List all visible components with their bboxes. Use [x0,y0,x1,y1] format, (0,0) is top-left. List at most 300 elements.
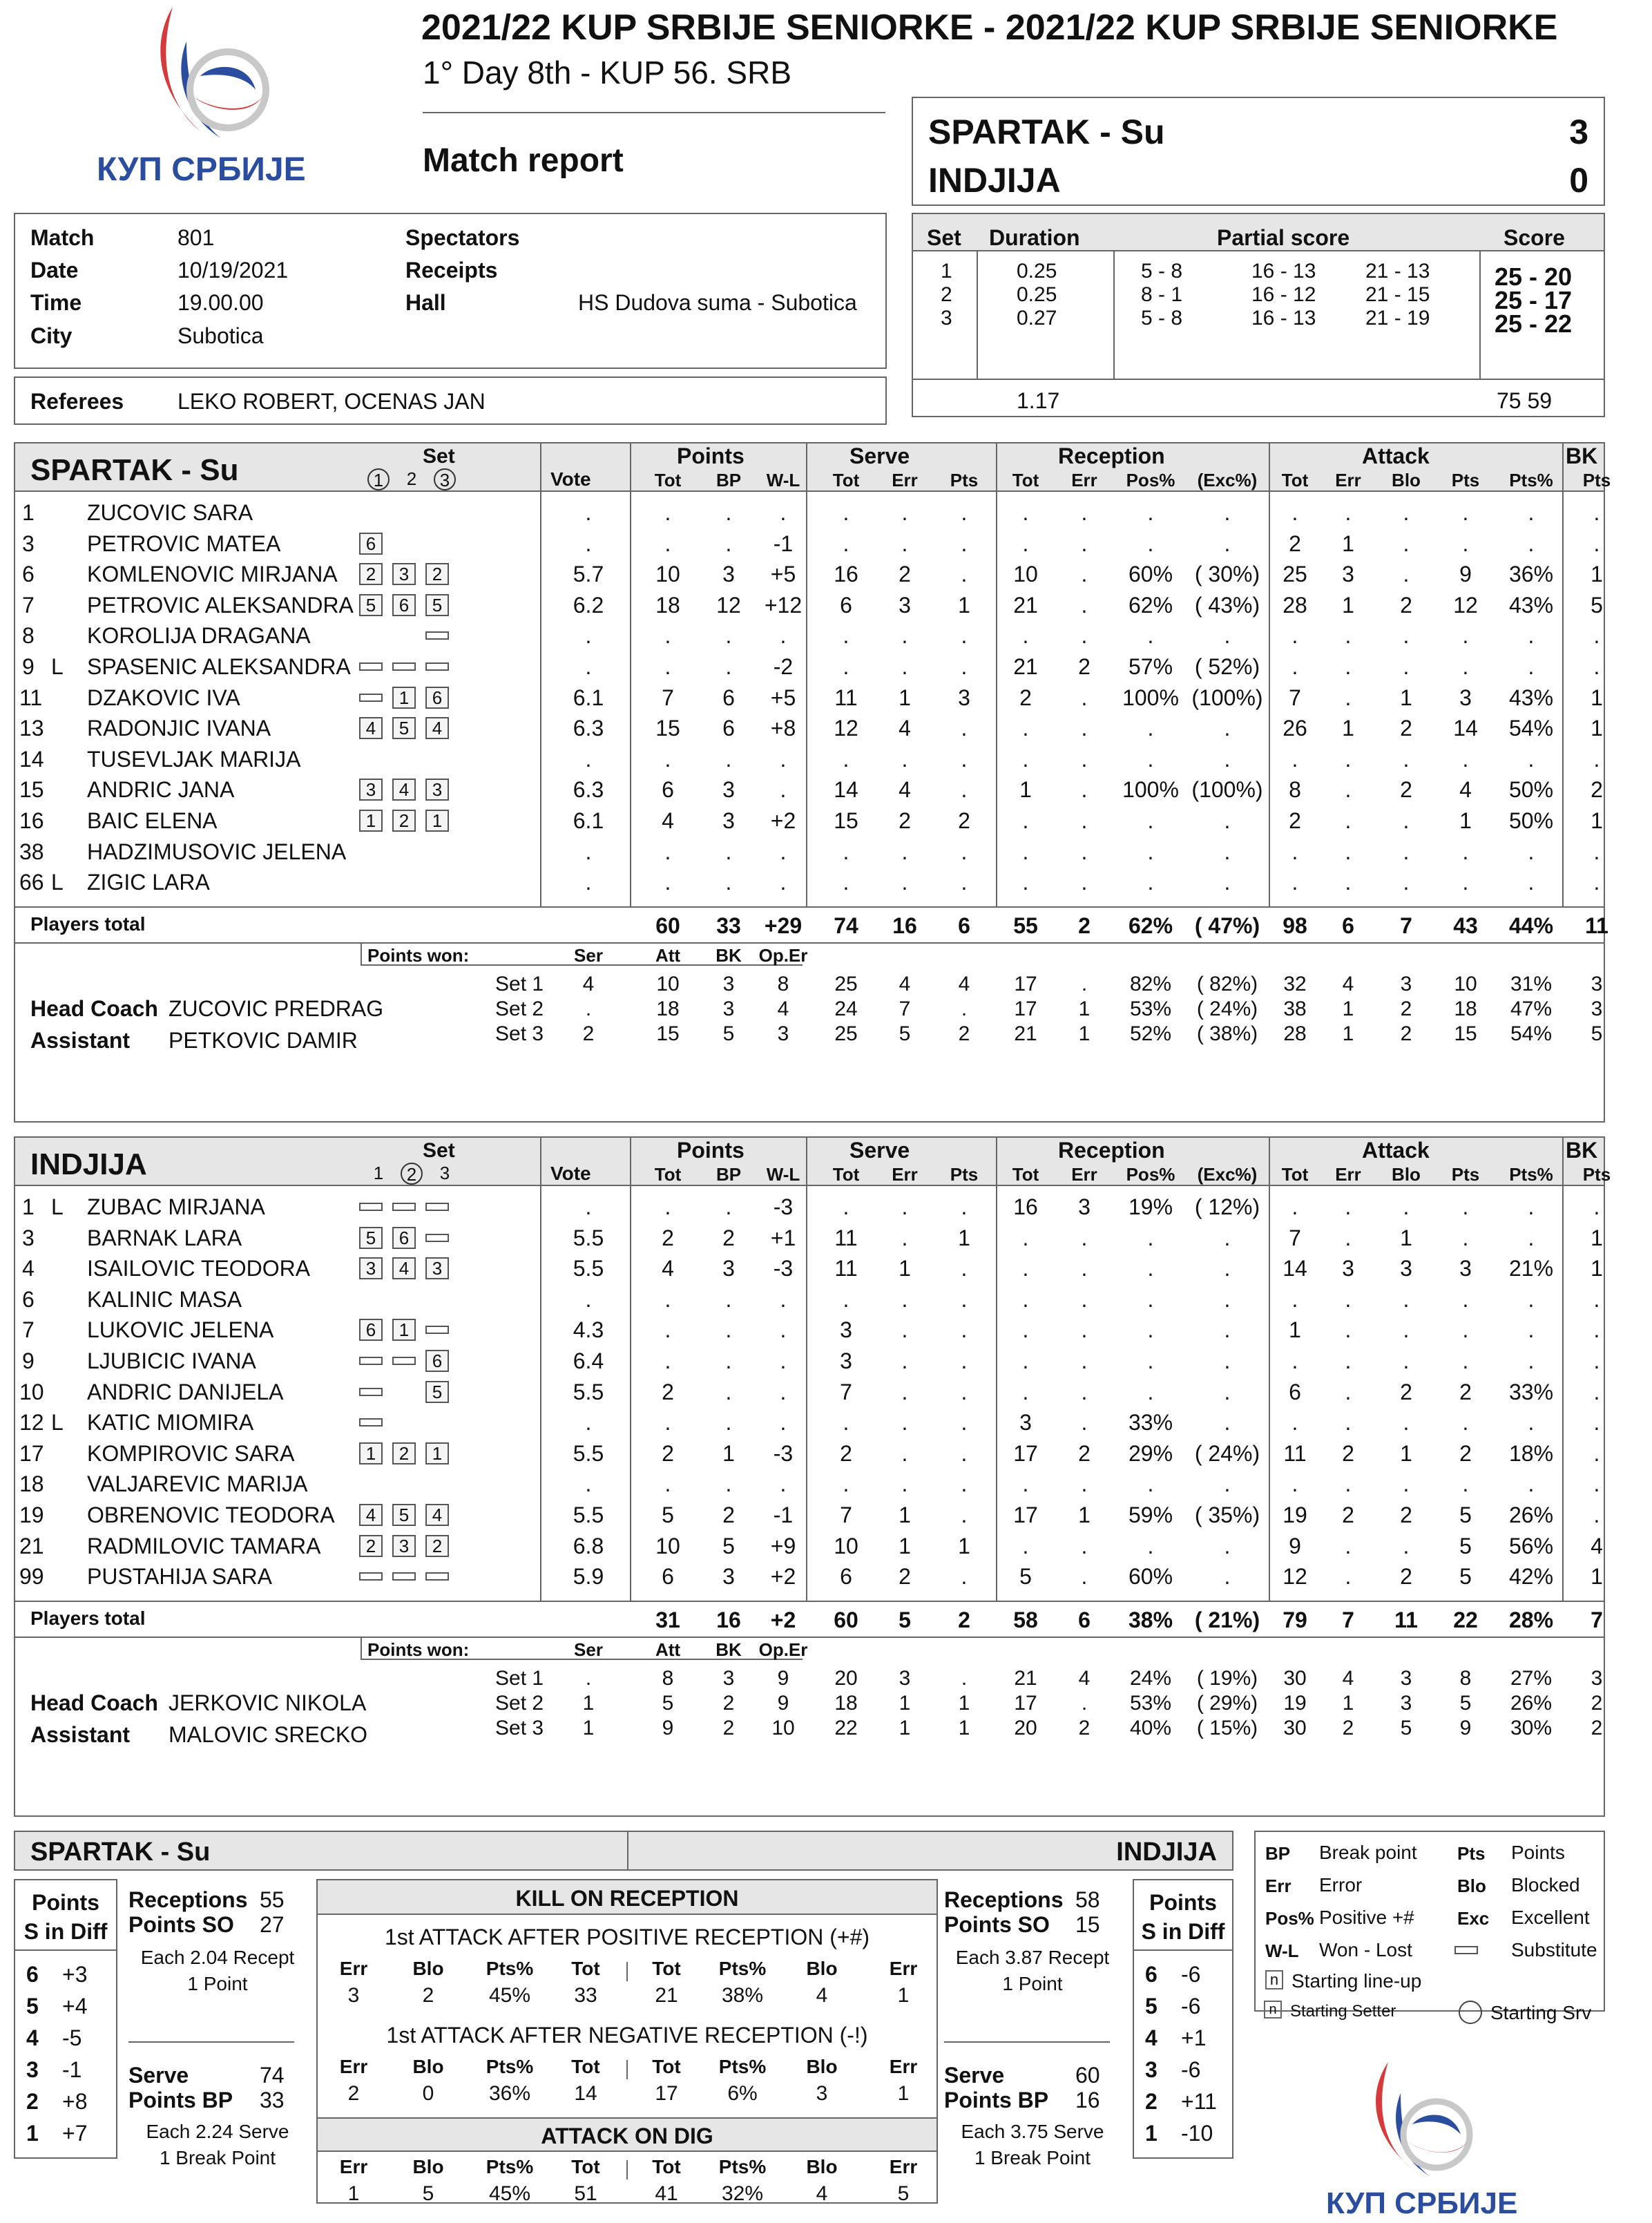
player-stat: . [780,1379,787,1404]
set-stat: 5 [1459,1692,1472,1715]
left-diff-box [14,1879,117,2159]
player-stat: . [843,531,849,556]
player-stat: 54% [1508,716,1554,741]
set-stat: 30 [1283,1717,1307,1739]
player-name: TUSEVLJAK MARIJA [87,746,301,772]
player-stat: . [901,1317,908,1343]
player-stat: . [725,1348,732,1373]
set-stat: 24 [834,998,858,1020]
player-stat: 5.5 [573,1440,604,1466]
player-stat: ( 52%) [1194,654,1260,679]
player-stat: . [1593,1379,1600,1404]
player-stat: . [961,1564,968,1590]
left-sindiff-label: S in Diff [23,1919,108,1944]
player-stat: . [1528,654,1535,679]
diff-set: 3 [1145,2057,1158,2082]
kill-header: Err [339,1958,368,1979]
lineup-box: 4 [359,1504,383,1526]
kill-value: 5 [897,2182,910,2205]
player-stat: . [1462,1286,1469,1312]
set-stat: 1 [1342,998,1354,1020]
player-stat: . [961,654,968,679]
player-stat: . [1462,1471,1469,1497]
player-stat: . [780,839,787,864]
player-stat: +12 [764,592,803,618]
set-number: 3 [439,1163,450,1183]
lineup-box: 3 [359,1257,383,1279]
set-stat: 32 [1283,973,1307,995]
diff-set: 2 [26,2089,39,2114]
player-stat: . [1403,562,1410,587]
set-stat: 21 [1014,1022,1037,1045]
points-won-col: Op.Er [758,1639,808,1660]
right-bp-value: 16 [1075,2088,1100,2112]
player-stat: 15 [834,808,858,833]
set-stat: 2 [722,1692,735,1715]
match-info-box [14,213,887,369]
player-stat: . [1081,808,1088,833]
player-stat: . [1147,1286,1154,1312]
set-stat: 3 [1591,973,1603,995]
sets-row-partial1: 5 - 8 [1141,307,1183,330]
player-stat: 2 [1400,1379,1412,1404]
player-stat: . [1593,1348,1600,1373]
player-stat: . [1224,500,1231,525]
player-stat: 4 [899,716,911,741]
player-stat: 1 [722,1440,735,1466]
set-stat: 5 [899,1022,911,1045]
set-stat: 1 [958,1717,970,1739]
player-stat: . [1291,1410,1298,1435]
player-stat: 17 [1013,1502,1038,1527]
player-stat: 5.5 [573,1502,604,1527]
player-stat: . [1291,746,1298,772]
player-stat: 25 [1283,562,1307,587]
left-each4: 1 Break Point [159,2147,276,2168]
set-number: 1 [367,468,390,490]
diff-value: +4 [62,1994,88,2019]
player-stat: . [1345,839,1352,864]
kill-on-reception-box [316,1879,938,2124]
substitute-mark [359,1357,383,1365]
player-stat: . [1593,1286,1600,1312]
player-stat: . [585,531,592,556]
player-stat: 3 [722,1256,735,1281]
set-stat: 5 [662,1692,674,1715]
set-label: Set 2 [495,998,544,1020]
player-stat: . [725,1317,732,1343]
kill-value: 2 [422,1984,434,2007]
player-stat: . [1147,500,1154,525]
total-stat: 28% [1508,1607,1554,1632]
attack-header: Attack [1362,1138,1430,1163]
player-stat: -3 [773,1194,794,1219]
set-stat: 20 [1014,1717,1037,1739]
player-stat: . [725,1410,732,1435]
player-stat: . [1528,1317,1535,1343]
legend-srv: Starting Srv [1490,2002,1592,2023]
player-stat: . [585,623,592,649]
player-stat: 10 [655,1533,680,1558]
player-stat: 10 [834,1533,858,1558]
points-won-col: Att [655,1639,681,1660]
bottom-logo-emblem [1312,2055,1533,2186]
legend-setter: Starting Setter [1290,2002,1396,2021]
column-header: Blo [1392,470,1421,490]
column-header: Pts [950,470,979,490]
kill-header: Pts% [486,2156,534,2177]
vote-header: Vote [550,468,591,490]
diff-value: +7 [62,2121,88,2146]
kill-value: 45% [488,2182,531,2205]
set-header: Set [423,445,455,468]
player-stat: . [725,1471,732,1497]
neg-title: 1st ATTACK AFTER NEGATIVE RECEPTION (-!) [386,2023,868,2048]
time-value: 19.00.00 [177,290,264,315]
player-stat: 16 [834,562,858,587]
kill-value: 14 [574,2082,597,2105]
total-stat: 79 [1283,1607,1307,1632]
player-stat: . [1224,839,1231,864]
player-stat: 6 [662,1564,674,1590]
player-number: 17 [19,1440,44,1466]
player-stat: 3 [840,1317,852,1343]
player-stat: 17 [1013,1440,1038,1466]
player-stat: . [1224,1564,1231,1590]
head-coach-label: Head Coach [30,996,158,1021]
player-stat: 18% [1508,1440,1554,1466]
player-stat: . [1081,1471,1088,1497]
kill-header: Blo [806,1958,838,1979]
right-each1: Each 3.87 Recept [955,1947,1110,1968]
diff-set: 5 [1145,1994,1158,2019]
player-stat: ( 30%) [1194,562,1260,587]
player-stat: 2 [840,1440,852,1466]
diff-set: 3 [26,2057,39,2082]
set-stat: 2 [1591,1692,1603,1715]
set-stat: 47% [1510,998,1553,1020]
player-stat: 6 [722,716,735,741]
player-stat: . [1022,1225,1029,1250]
kill-title: KILL ON RECEPTION [515,1886,739,1911]
lineup-box: 3 [392,1535,416,1557]
set-label: Set 3 [495,1717,544,1739]
right-each4: 1 Break Point [974,2147,1091,2168]
player-stat: . [1593,746,1600,772]
kill-value: 3 [816,2082,828,2105]
player-stat: . [1022,870,1029,895]
player-stat: +5 [770,685,796,710]
sets-row-partial2: 16 - 13 [1251,260,1316,283]
player-stat: . [1345,685,1352,710]
diff-value: -5 [62,2025,82,2050]
column-header: Tot [1012,470,1039,490]
player-stat: 5.5 [573,1225,604,1250]
result-team2: INDJIJA [928,161,1061,200]
player-stat: 5 [662,1502,674,1527]
set-stat: 2 [1591,1717,1603,1739]
player-stat: . [1528,1410,1535,1435]
player-stat: . [961,716,968,741]
substitute-mark [425,1203,449,1211]
player-stat: 1 [958,1225,970,1250]
player-stat: 2 [1591,777,1603,803]
set-stat: 8 [662,1667,674,1690]
set-stat: 2 [1400,1022,1412,1045]
set-stat: 15 [656,1022,680,1045]
result-score1: 3 [1569,113,1588,151]
kill-header: Blo [412,2056,444,2077]
kill-value: 17 [655,2082,678,2105]
player-number: 66 [19,870,44,895]
lineup-box: 3 [359,779,383,801]
player-stat: . [780,1317,787,1343]
player-stat: 4 [1591,1533,1603,1558]
substitute-mark [359,662,383,671]
set-stat: 3 [777,1022,789,1045]
set-stat: 5 [1591,1022,1603,1045]
kill-value: 36% [488,2082,531,2105]
player-stat: 11 [834,1256,858,1281]
sets-total-duration: 1.17 [1017,388,1060,413]
player-stat: 5 [1019,1564,1032,1590]
player-name: PETROVIC MATEA [87,531,281,556]
set-stat: 18 [656,998,680,1020]
player-stat: . [1345,1533,1352,1558]
player-stat: 1 [1400,685,1412,710]
lineup-box: 1 [359,1442,383,1464]
set-stat: 30 [1283,1667,1307,1690]
player-stat: . [1224,1533,1231,1558]
player-stat: . [725,1194,732,1219]
player-stat: 6.3 [573,777,604,803]
player-stat: 12 [1453,592,1478,618]
player-stat: . [585,746,592,772]
player-stat: 3 [1459,1256,1472,1281]
player-stat: . [725,500,732,525]
player-stat: . [1081,1256,1088,1281]
column-header: Tot [1281,470,1309,490]
player-number: 15 [19,777,44,803]
player-stat: . [780,1286,787,1312]
player-stat: 7 [840,1502,852,1527]
player-stat: 14 [834,777,858,803]
serve-header: Serve [849,1138,910,1163]
player-stat: 2 [1078,1440,1091,1466]
player-stat: 2 [1400,716,1412,741]
player-stat: . [1081,839,1088,864]
player-stat: . [1593,1317,1600,1343]
player-stat: 14 [1453,716,1478,741]
column-header: Blo [1392,1164,1421,1185]
player-stat: . [585,1194,592,1219]
player-stat: . [1022,839,1029,864]
column-header: W-L [766,470,800,490]
points-won-label: Points won: [367,945,470,966]
player-stat: . [961,839,968,864]
player-stat: -3 [773,1256,794,1281]
substitute-mark [359,1572,383,1581]
kill-header: Pts% [486,1958,534,1979]
player-stat: 5 [1459,1564,1472,1590]
bottom-team2: INDJIJA [1116,1838,1217,1867]
player-stat: 3 [1342,562,1354,587]
player-stat: . [1528,1286,1535,1312]
player-stat: . [1147,1225,1154,1250]
column-divider [540,443,541,906]
match-label: Match [30,225,95,250]
column-header: Tot [832,1164,860,1185]
substitute-mark [425,1572,449,1581]
diff-set: 4 [26,2025,39,2050]
player-number: 12 [19,1410,44,1435]
player-name: RADMILOVIC TAMARA [87,1533,321,1558]
player-stat: . [1403,1317,1410,1343]
legend-text: Error [1319,1874,1363,1896]
receipts-label: Receipts [405,258,498,283]
referees-box [14,376,887,425]
total-stat: 7 [1400,913,1412,938]
player-stat: . [1403,1533,1410,1558]
player-stat: . [1291,623,1298,649]
player-stat: . [664,1194,671,1219]
substitute-mark [359,1203,383,1211]
set-stat: 4 [1078,1667,1091,1690]
player-stat: . [901,1379,908,1404]
player-stat: 4 [662,808,674,833]
player-stat: 16 [1013,1194,1038,1219]
player-stat: . [1528,870,1535,895]
left-points-label: Points [32,1890,99,1915]
player-stat: 100% [1122,685,1179,710]
player-stat: . [1147,746,1154,772]
player-name: BAIC ELENA [87,808,218,833]
player-stat: . [1081,1225,1088,1250]
team-block [14,442,1611,1123]
legend-text: Won - Lost [1319,1939,1412,1960]
legend-text: Positive +# [1319,1907,1414,1928]
legend-key: Exc [1457,1908,1490,1929]
player-stat: . [843,623,849,649]
set-stat: 82% [1129,973,1172,995]
player-stat: . [1403,746,1410,772]
player-stat: . [1462,1410,1469,1435]
player-name: KATIC MIOMIRA [87,1410,254,1435]
report-title: Match report [423,142,624,179]
player-stat: . [585,1410,592,1435]
player-number: 9 [22,654,35,679]
player-stat: 3 [1459,685,1472,710]
sets-header-score: Score [1504,225,1565,250]
player-stat: 8 [1289,777,1301,803]
set-stat: 17 [1014,973,1037,995]
player-stat: . [1593,1440,1600,1466]
player-stat: 6 [840,592,852,618]
player-stat: . [1462,746,1469,772]
player-stat: -3 [773,1440,794,1466]
logo [90,0,338,200]
player-stat: +1 [770,1225,796,1250]
player-stat: . [1345,1317,1352,1343]
total-stat: 74 [834,913,858,938]
set-stat: 25 [834,1022,858,1045]
player-stat: . [901,1440,908,1466]
set-label: Set 3 [495,1022,544,1045]
legend-key: Blo [1457,1876,1486,1896]
left-serve-label: Serve [128,2063,189,2088]
column-header: Tot [654,1164,682,1185]
player-number: 99 [19,1564,44,1590]
player-stat: . [1345,1410,1352,1435]
player-stat: 19 [1283,1502,1307,1527]
reception-header: Reception [1058,1138,1165,1163]
set-label: Set 1 [495,1667,544,1690]
lineup-box: 3 [425,779,449,801]
kill-header: Blo [412,1958,444,1979]
player-name: RADONJIC IVANA [87,716,271,741]
right-rec-value: 58 [1075,1887,1100,1912]
player-stat: . [780,1471,787,1497]
player-stat: . [1291,1471,1298,1497]
total-stat: +29 [764,913,803,938]
legend-text: Excellent [1511,1907,1590,1928]
set-stat: 9 [662,1717,674,1739]
player-stat: . [961,562,968,587]
player-stat: -1 [773,1502,794,1527]
player-stat: 19% [1128,1194,1173,1219]
player-stat: 1 [1591,562,1603,587]
player-stat: . [1345,1564,1352,1590]
left-so-value: 27 [260,1912,285,1937]
set-stat: . [585,1667,592,1690]
player-stat: . [901,623,908,649]
kill-header: Tot [652,1958,681,1979]
kill-value: 3 [347,1984,360,2007]
player-stat: 5 [1459,1502,1472,1527]
total-stat: 2 [958,1607,970,1632]
player-stat: . [1147,1379,1154,1404]
player-stat: 26% [1508,1502,1554,1527]
player-stat: . [664,1471,671,1497]
lineup-box: 6 [392,1227,416,1249]
column-header: Pts% [1509,470,1553,490]
set-stat: ( 24%) [1196,998,1258,1020]
substitute-mark [392,1357,416,1365]
result-team1: SPARTAK - Su [928,113,1165,151]
kill-value: 4 [816,2182,828,2205]
player-stat: . [901,746,908,772]
player-stat: 3 [1400,1256,1412,1281]
kill-value: 33 [574,1984,597,2007]
player-name: DZAKOVIC IVA [87,685,240,710]
right-serve-value: 60 [1075,2063,1100,2088]
player-stat: . [961,1502,968,1527]
column-header: Tot [832,470,860,490]
player-stat: . [843,1194,849,1219]
player-stat: 14 [1283,1256,1307,1281]
player-stat: . [1462,500,1469,525]
set-stat: . [961,1667,968,1690]
left-bp-value: 33 [260,2088,285,2112]
player-stat: . [585,500,592,525]
player-stat: . [725,623,732,649]
player-stat: 4 [1459,777,1472,803]
player-number: 10 [19,1379,44,1404]
player-number: 11 [19,685,43,710]
total-stat: 5 [899,1607,911,1632]
right-so-value: 15 [1075,1912,1100,1937]
sets-row-score: 25 - 22 [1495,309,1573,338]
